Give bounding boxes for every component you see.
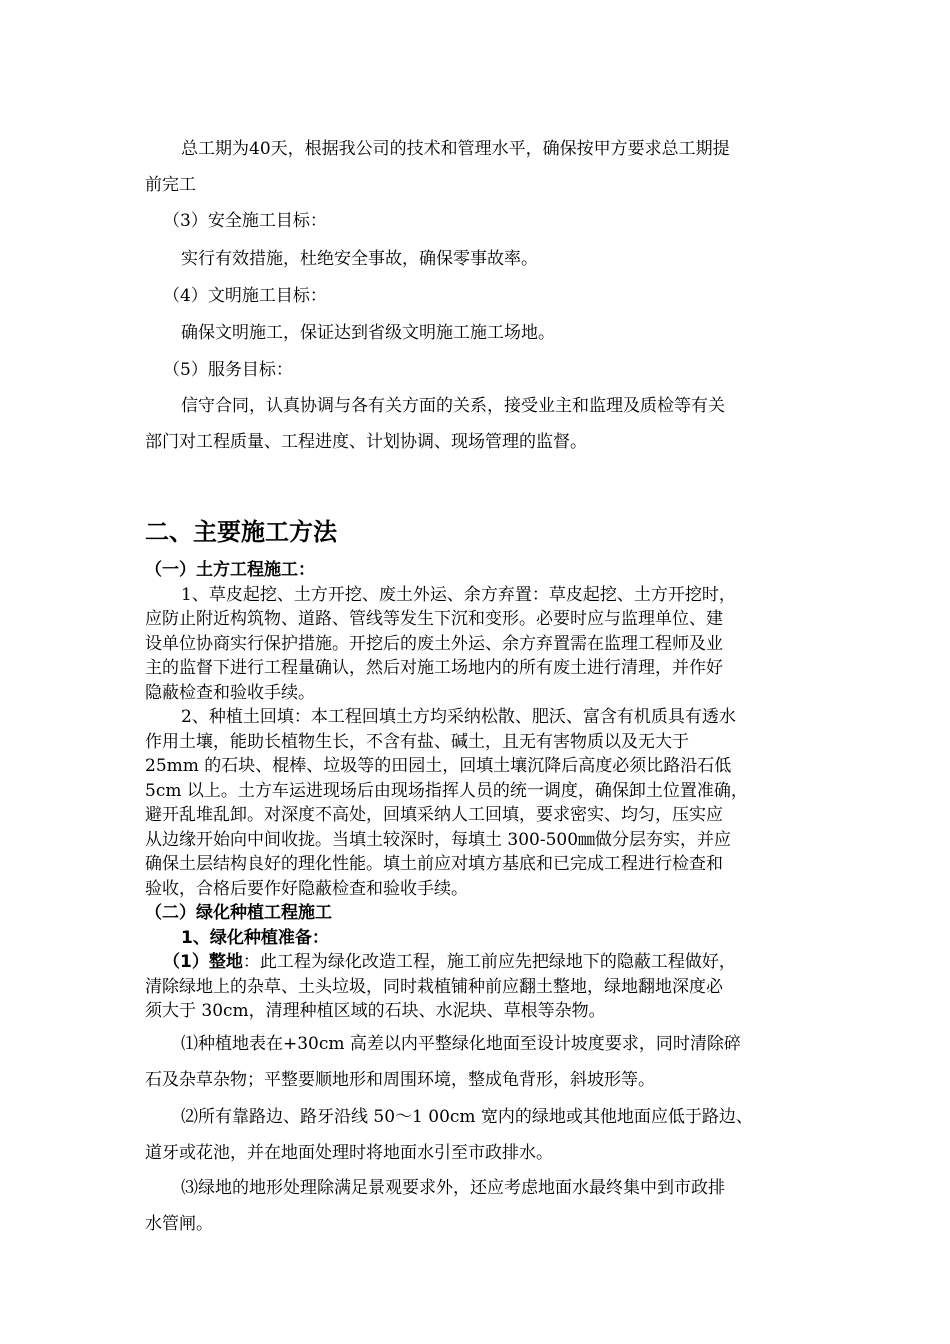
service-goal-heading [145,352,810,388]
civilized-goal-body [145,315,810,351]
text-line: 1、草皮起挖、土方开挖、废土外运、余方弃置：草皮起挖、土方开挖时， [181,584,736,605]
prep-text: ：此工程为绿化改造工程，施工前应先把绿地下的隐蔽工程做好， [242,952,736,972]
schedule-paragraph [145,131,810,203]
text-line: 2、种植土回填：本工程回填土方均采纳松散、肥沃、富含有机质具有透水 [181,707,736,727]
text-line: 实行有效措施，杜绝安全事故，确保零事故率。 [181,249,538,269]
heading-text: （5）服务目标： [163,360,293,380]
text-line: 确保土层结构良好的理化性能。填土前应对填方基底和已完成工程进行检查和 [145,854,723,874]
text-line: 从边缘开始向中间收拢。当填土较深时，每填土 300-500㎜做分层夯实，并应 [145,829,732,850]
greening-heading: （二）绿化种植工程施工 [145,903,332,923]
text-line: 5cm 以上。土方车运进现场后由现场指挥人员的统一调度，确保卸土位置准确， [145,780,748,801]
text-line: 避开乱堆乱卸。对深度不高处，回填采纳人工回填，要求密实、均匀，压实应 [145,805,723,825]
text-line: 前完工 [145,175,196,195]
text-line: 部门对工程质量、工程进度、计划协调、现场管理的监督。 [145,432,587,452]
civilized-goal-heading [145,278,810,314]
text-line: 须大于 30cm，清理种植区域的石块、水泥块、草根等杂物。 [145,1001,606,1021]
text-line: 隐蔽检查和验收手续。 [145,682,315,703]
text-line: 水管闸。 [145,1214,213,1234]
text-line: 石及杂草杂物；平整要顺地形和周围环境，整成龟背形，斜坡形等。 [145,1070,655,1090]
text-line [145,950,810,975]
text-line: 作用土壤，能助长植物生长，不含有盐、碱土，且无有害物质以及无大于 [145,731,689,752]
earthwork-section [145,558,810,1024]
service-goal-body [145,388,810,460]
text-line: 应防止附近构筑物、道路、管线等发生下沉和变形。必要时应与监理单位、建 [145,609,723,629]
text-line: 主的监督下进行工程量确认，然后对施工场地内的所有废土进行清理，并作好 [145,658,723,678]
text-line: 信守合同，认真协调与各有关方面的关系，接受业主和监理及质检等有关 [181,396,725,416]
text-line: 25mm 的石块、棍棒、垃圾等的田园土，回填土壤沉降后高度必须比路沿石低 [145,756,732,776]
greening-prep-heading: 1、绿化种植准备： [181,927,329,948]
text-line: ⑴种植地表在+30cm 高差以内平整绿化地面至设计坡度要求，同时清除碎 [181,1034,741,1054]
text-line: 道牙或花池，并在地面处理时将地面水引至市政排水。 [145,1143,553,1163]
prep-label: （1）整地 [163,952,243,972]
text-line: 设单位协商实行保护措施。开挖后的废土外运、余方弃置需在监理工程师及业 [145,633,723,654]
safety-goal-body [145,241,810,277]
grading-item-3 [145,1170,810,1242]
grading-item-2 [145,1099,810,1171]
text-line: 总工期为40天，根据我公司的技术和管理水平，确保按甲方要求总工期提 [181,139,730,159]
section-title: 二、主要施工方法 [145,518,337,546]
safety-goal-heading [145,203,810,239]
text-line: ⑶绿地的地形处理除满足景观要求外，还应考虑地面水最终集中到市政排 [181,1178,725,1198]
text-line: ⑵所有靠路边、路牙沿线 50～1 00cm 宽内的绿地或其他地面应低于路边、 [181,1107,753,1127]
heading-text: （4）文明施工目标： [163,286,327,306]
text-line: 验收，合格后要作好隐蔽检查和验收手续。 [145,878,468,899]
earthwork-heading: （一）土方工程施工： [145,560,315,580]
text-line: 清除绿地上的杂草、土头垃圾，同时栽植铺种前应翻土整地，绿地翻地深度必 [145,976,723,997]
heading-text: （3）安全施工目标： [163,211,327,231]
grading-item-1 [145,1026,810,1098]
text-line: 确保文明施工，保证达到省级文明施工施工场地。 [181,323,555,343]
